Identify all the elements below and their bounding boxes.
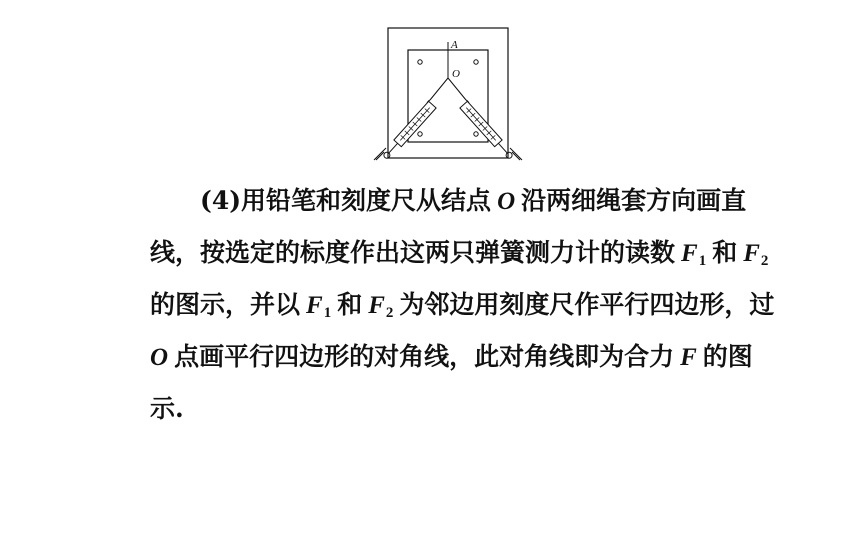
text-segment: 为邻边用刻度尺作平行四边形，过 — [399, 290, 775, 319]
paragraph — [150, 175, 800, 435]
math-symbol-F2: $F_2$ — [743, 240, 769, 269]
text-segment: 的图 — [702, 342, 753, 371]
text-segment: 和 — [337, 290, 363, 319]
pin-top-left — [418, 60, 422, 64]
math-symbol-O: O — [497, 188, 516, 215]
pin-bottom-left — [418, 132, 422, 136]
math-symbol-F1: $F_1$ — [681, 240, 707, 269]
paragraph-line-3 — [150, 279, 800, 331]
math-symbol-O: O — [150, 344, 169, 371]
experiment-figure — [368, 20, 528, 170]
label-A: A — [451, 39, 458, 51]
text-segment: 和 — [712, 238, 738, 267]
math-symbol-F2: $F_2$ — [368, 292, 394, 321]
cord-left — [430, 78, 448, 100]
text-segment: (4)用铅笔和刻度尺从结点 — [200, 186, 492, 215]
math-symbol-F: F — [680, 344, 697, 371]
spring-balance-left — [381, 101, 436, 160]
pin-top-right — [474, 60, 478, 64]
cord-right — [448, 78, 466, 100]
label-O: O — [452, 68, 460, 80]
text-segment: 点画平行四边形的对角线，此对角线即为合力 — [174, 342, 675, 371]
paragraph-line-1 — [150, 175, 800, 227]
text-segment: 沿两细绳套方向画直 — [521, 186, 747, 215]
spring-balance-right — [460, 101, 515, 160]
paragraph-line-4 — [150, 331, 800, 383]
text-segment: 的图示，并以 — [150, 290, 301, 319]
text-segment: 线，按选定的标度作出这两只弹簧测力计的读数 — [150, 238, 676, 267]
text-segment: 示. — [150, 394, 184, 423]
paragraph-line-5 — [150, 383, 800, 435]
math-symbol-F1: $F_1$ — [306, 292, 332, 321]
pin-bottom-right — [474, 132, 478, 136]
paragraph-line-2 — [150, 227, 800, 279]
